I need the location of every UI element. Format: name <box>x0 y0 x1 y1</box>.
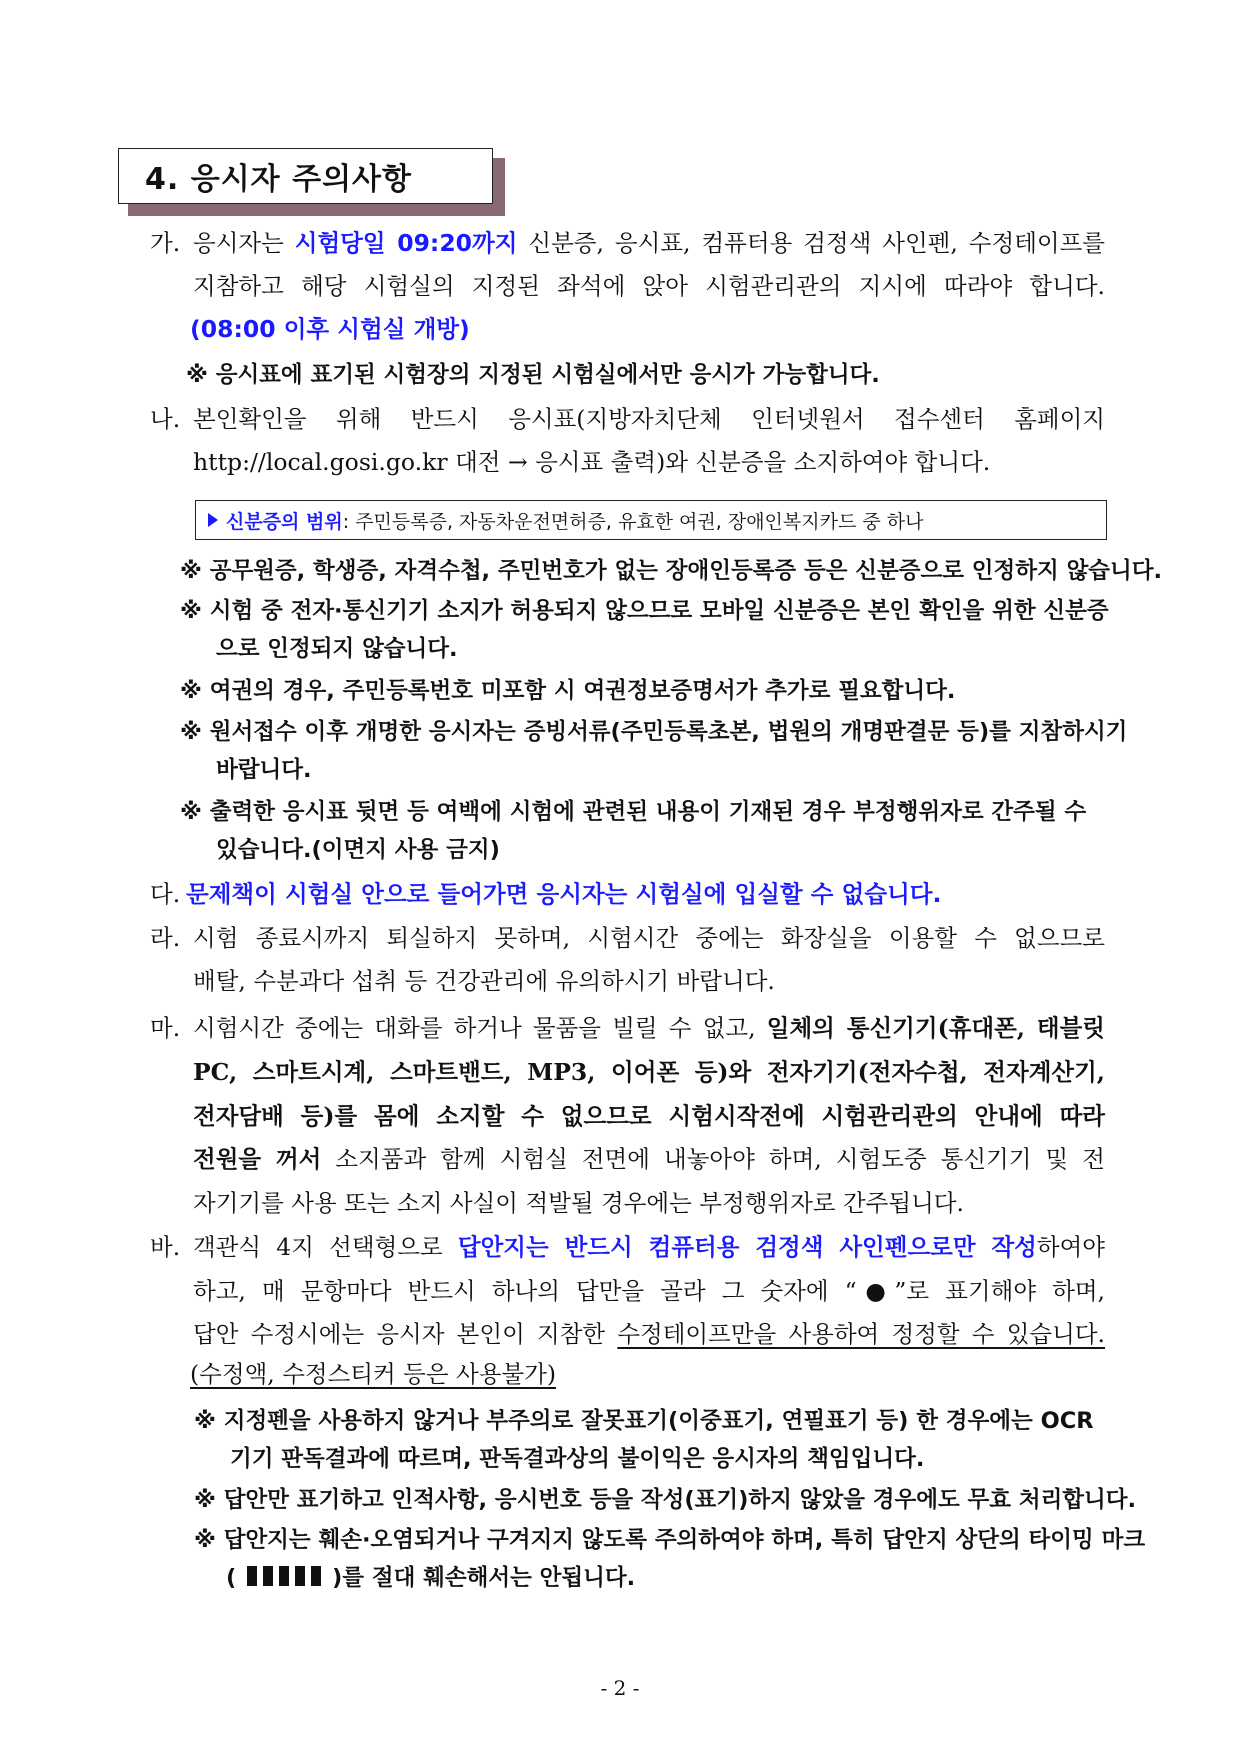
item-na-note-4: ※ 원서접수 이후 개명한 응시자는 증빙서류(주민등록초본, 법원의 개명판결문 등)를 지참하시기 <box>180 719 1128 745</box>
item-ma-line1 <box>193 1013 1105 1043</box>
barcode-close-text: )를 절대 훼손해서는 안됩니다. <box>331 1565 636 1591</box>
id-range-label: 신분증의 범위 <box>226 510 343 533</box>
item-ma-bold-a: 일체의 통신기기(휴대폰, 태블릿 <box>766 1014 1105 1042</box>
item-na-note-2-cont: 으로 인정되지 않습니다. <box>216 636 458 662</box>
barcode-open-paren: ( <box>226 1565 237 1591</box>
item-ma-bold-b: 전원을 꺼서 <box>193 1145 322 1173</box>
item-ba-note-1-cont: 기기 판독결과에 따르며, 판독결과상의 불이익은 응시자의 책임입니다. <box>230 1446 925 1472</box>
item-ba-line1 <box>193 1232 1105 1262</box>
item-ba-line4: (수정액, 수정스티커 등은 사용불가) <box>190 1360 557 1388</box>
item-ma-line5: 자기기를 사용 또는 소지 사실이 적발될 경우에는 부정행위자로 간주됩니다. <box>193 1189 964 1217</box>
item-ga-text-a: 응시자는 <box>193 229 295 257</box>
item-na-line1: 본인확인을 위해 반드시 응시표(지방자치단체 인터넷원서 접수센터 홈페이지 <box>193 405 1105 433</box>
item-ba-line2: 하고, 매 문항마다 반드시 하나의 답만을 골라 그 숫자에 “●”로 표기해야 하며, <box>193 1277 1105 1305</box>
item-da-text: 문제책이 시험실 안으로 들어가면 응시자는 시험실에 입실할 수 없습니다. <box>186 880 942 908</box>
item-ma-line2: PC, 스마트시계, 스마트밴드, MP3, 이어폰 등)와 전자기기(전자수첩, 전자계산기, <box>193 1058 1105 1086</box>
item-ba-underline: 수정테이프만을 사용하여 정정할 수 있습니다. <box>617 1320 1105 1348</box>
section-title-box <box>118 148 495 206</box>
item-ma-text-a: 시험시간 중에는 대화를 하거나 물품을 빌릴 수 없고, <box>193 1014 767 1042</box>
item-ba-highlight: 답안지는 반드시 컴퓨터용 검정색 사인펜으로만 작성 <box>457 1233 1037 1261</box>
item-ra-line1: 시험 종료시까지 퇴실하지 못하며, 시험시간 중에는 화장실을 이용할 수 없으므로 <box>193 924 1105 952</box>
title-frame <box>118 148 493 204</box>
item-ga-line2: 지참하고 해당 시험실의 지정된 좌석에 앉아 시험관리관의 지시에 따라야 합니다. <box>193 272 1105 300</box>
item-na-note-2: ※ 시험 중 전자·통신기기 소지가 허용되지 않으므로 모바일 신분증은 본인 확인을 위한 신분증 <box>180 598 1109 624</box>
item-da-marker: 다. <box>150 880 181 908</box>
item-na-note-1: ※ 공무원증, 학생증, 자격수첩, 주민번호가 없는 장애인등록증 등은 신분증으로 인정하지 않습니다. <box>180 558 1163 584</box>
timing-mark-icon <box>244 1564 324 1594</box>
item-ba-text-c: 하여야 <box>1036 1233 1105 1261</box>
page-number: - 2 - <box>600 1676 640 1700</box>
item-ga-line3: (08:00 이후 시험실 개방) <box>190 315 470 343</box>
item-ga-line1 <box>193 228 1105 258</box>
item-ma-line3: 전자담배 등)를 몸에 소지할 수 없으므로 시험시작전에 시험관리관의 안내에 따라 <box>193 1102 1105 1130</box>
item-ga-highlight: 시험당일 09:20까지 <box>294 229 518 257</box>
item-na-line2: http://local.gosi.go.kr 대전 → 응시표 출력)와 신분증을 소지하여야 합니다. <box>193 448 991 476</box>
item-ba-text-b: 답안 수정시에는 응시자 본인이 지참한 <box>193 1320 618 1348</box>
item-ba-note-3-cont <box>226 1563 635 1594</box>
triangle-bullet-icon <box>208 513 218 527</box>
item-ba-note-1: ※ 지정펜을 사용하지 않거나 부주의로 잘못표기(이중표기, 연필표기 등) 한 경우에는 OCR <box>194 1408 1094 1434</box>
item-ra-line2: 배탈, 수분과다 섭취 등 건강관리에 유의하시기 바랍니다. <box>193 967 775 995</box>
item-ma-line4 <box>193 1144 1105 1174</box>
item-ba-note-2: ※ 답안만 표기하고 인적사항, 응시번호 등을 작성(표기)하지 않았을 경우에도 무효 처리합니다. <box>194 1487 1137 1513</box>
item-ba-line3 <box>193 1319 1105 1349</box>
id-range-text: : 주민등록증, 자동차운전면허증, 유효한 여권, 장애인복지카드 중 하나 <box>342 510 924 533</box>
item-ga-marker: 가. <box>150 229 181 257</box>
item-ra-marker: 라. <box>150 924 181 952</box>
id-range-box <box>195 500 1107 540</box>
item-ga-note: ※ 응시표에 표기된 시험장의 지정된 시험실에서만 응시가 가능합니다. <box>186 362 880 388</box>
item-ba-marker: 바. <box>150 1233 181 1261</box>
item-na-note-3: ※ 여권의 경우, 주민등록번호 미포함 시 여권정보증명서가 추가로 필요합니다. <box>180 678 956 704</box>
item-ba-note-3: ※ 답안지는 훼손·오염되거나 구겨지지 않도록 주의하여야 하며, 특히 답안지 상단의 타이밍 마크 <box>194 1527 1146 1553</box>
item-na-note-4-cont: 바랍니다. <box>216 757 312 783</box>
item-na-note-5-cont: 있습니다.(이면지 사용 금지) <box>216 837 500 863</box>
item-ga-text-c: 신분증, 응시표, 컴퓨터용 검정색 사인펜, 수정테이프를 <box>517 229 1105 257</box>
item-na-note-5: ※ 출력한 응시표 뒷면 등 여백에 시험에 관련된 내용이 기재된 경우 부정행위자로 간주될 수 <box>180 799 1087 825</box>
item-ma-marker: 마. <box>150 1014 181 1042</box>
item-na-marker: 나. <box>150 405 181 433</box>
item-ma-text-b: 소지품과 함께 시험실 전면에 내놓아야 하며, 시험도중 통신기기 및 전 <box>321 1145 1105 1173</box>
item-ba-text-a: 객관식 4지 선택형으로 <box>193 1233 458 1261</box>
section-title: 4. 응시자 주의사항 <box>145 162 413 197</box>
